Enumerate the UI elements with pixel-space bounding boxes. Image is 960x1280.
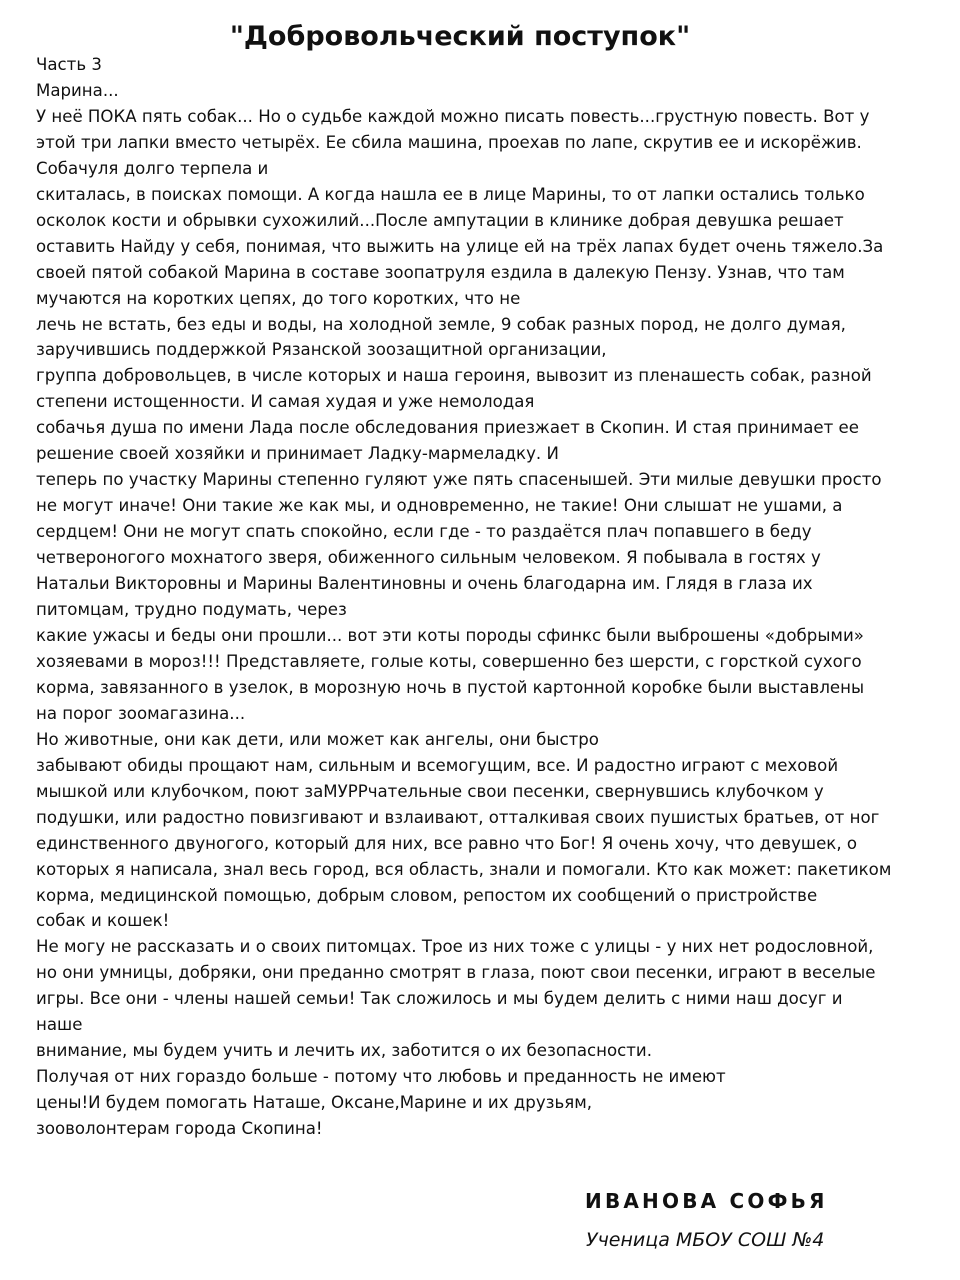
- body-line: Но животные, они как дети, или может как ангелы, они быстро: [36, 729, 599, 749]
- body-line: забывают обиды прощают нам, сильным и всемогущим, все. И радостно играют с меховой: [36, 755, 839, 775]
- body-line: собак и кошек!: [36, 911, 170, 931]
- body-line: решение своей хозяйки и принимает Ладку-мармеладку. И: [36, 444, 559, 464]
- body-line: Собачуля долго терпела и: [36, 158, 269, 178]
- author-role: Ученица МБОУ СОШ №4: [586, 1229, 825, 1251]
- body-line: заручившись поддержкой Рязанской зоозащитной организации,: [36, 340, 607, 360]
- body-line: мышкой или клубочком, поют заМУРРчательные свои песенки, свернувшись клубочком у: [36, 781, 824, 801]
- body-line: корма, медицинской помощью, добрым словом, репостом их сообщений о пристройстве: [36, 885, 818, 905]
- body-line: мучаются на коротких цепях, до того коротких, что не: [36, 288, 521, 308]
- body-line: Не могу не рассказать и о своих питомцах. Трое из них тоже с улицы - у них нет родословной,: [36, 937, 874, 957]
- body-line: внимание, мы будем учить и лечить их, заботится о их безопасности.: [36, 1041, 652, 1061]
- body-line: Получая от них гораздо больше - потому что любовь и преданность не имеют: [36, 1067, 726, 1087]
- body-line: игры. Все они - члены нашей семьи! Так сложилось и мы будем делить с ними наш досуг и: [36, 989, 843, 1009]
- body-line: четвероногого мохнатого зверя, обиженного сильным человеком. Я побывала в гостях у: [36, 548, 821, 568]
- body-line: группа добровольцев, в числе которых и наша героиня, вывозит из пленашесть собак, разной: [36, 366, 872, 386]
- body-line: Натальи Викторовны и Марины Валентиновны и очень благодарна им. Глядя в глаза их: [36, 574, 813, 594]
- body-line: лечь не встать, без еды и воды, на холодной земле, 9 собак разных пород, не долго думая,: [36, 314, 846, 334]
- body-line: собачья душа по имени Лада после обследования приезжает в Скопин. И стая принимает ее: [36, 418, 859, 438]
- body-line: своей пятой собакой Марина в составе зоопатруля ездила в далекую Пензу. Узнав, что там: [36, 262, 845, 282]
- body-line: осколок кости и обрывки сухожилий...После ампутации в клинике добрая девушка решает: [36, 210, 844, 230]
- body-line: но они умницы, добряки, они преданно смотрят в глаза, поют свои песенки, играют в веселые: [36, 963, 876, 983]
- body-line: которых я написала, знал весь город, вся область, знали и помогали. Кто как может: пакетиком: [36, 859, 892, 879]
- body-line: сердцем! Они не могут спать спокойно, если где - то раздаётся плач попавшего в беду: [36, 522, 812, 542]
- body-line: корма, завязанного в узелок, в морозную ночь в пустой картонной коробке были выставлены: [36, 677, 865, 697]
- body-line: зооволонтерам города Скопина!: [36, 1119, 323, 1139]
- body-line: единственного двуногого, который для них, все равно что Бог! Я очень хочу, что девушек, о: [36, 833, 858, 853]
- body-line: скиталась, в поисках помощи. А когда нашла ее в лице Марины, то от лапки остались только: [36, 184, 865, 204]
- body-line: оставить Найду у себя, понимая, что выжить на улице ей на трёх лапах будет очень тяжело.За: [36, 236, 884, 256]
- body-line: У неё ПОКА пять собак... Но о судьбе каждой можно писать повесть...грустную повесть. Вот у: [36, 106, 870, 126]
- body-line: теперь по участку Марины степенно гуляют уже пять спасенышей. Эти милые девушки просто: [36, 470, 882, 490]
- body-line: подушки, или радостно повизгивают и взлаивают, отталкивая своих пушистых братьев, от ног: [36, 807, 880, 827]
- body-line: питомцам, трудно подумать, через: [36, 600, 347, 620]
- body-line: наше: [36, 1015, 83, 1035]
- body-line: этой три лапки вместо четырёх. Ее сбила машина, проехав по лапе, скрутив ее и искорёжив.: [36, 132, 862, 152]
- document-body: [36, 52, 926, 1142]
- body-line: Часть 3: [36, 55, 102, 74]
- document-title: "Добровольческий поступок": [229, 21, 691, 52]
- body-line: Марина...: [36, 80, 119, 100]
- body-line: степени истощенности. И самая худая и уже немолодая: [36, 392, 535, 412]
- body-line: хозяевами в мороз!!! Представляете, голые коты, совершенно без шерсти, с горсткой сухого: [36, 651, 862, 671]
- body-line: какие ужасы и беды они прошли... вот эти коты породы сфинкс были выброшены «добрыми»: [36, 625, 864, 645]
- body-line: на порог зоомагазина...: [36, 703, 246, 723]
- author-name: ИВАНОВА СОФЬЯ: [585, 1189, 828, 1213]
- body-line: цены!И будем помогать Наташе, Оксане,Марине и их друзьям,: [36, 1093, 593, 1113]
- body-line: не могут иначе! Они такие же как мы, и одновременно, не такие! Они слышат не ушами, а: [36, 496, 843, 516]
